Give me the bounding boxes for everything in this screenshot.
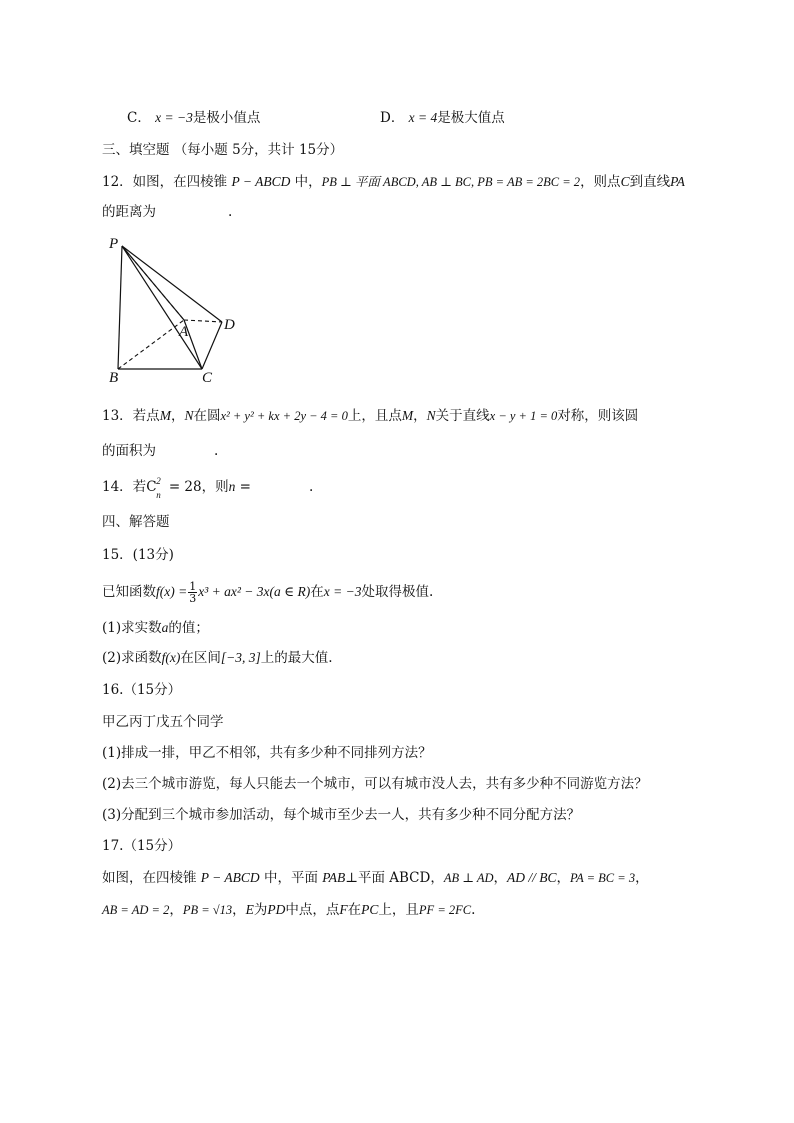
q12-line: PA [670, 174, 685, 189]
option-d [380, 108, 505, 128]
option-d-expr: x = 4 [408, 110, 438, 125]
q14-text: 14．若 [102, 479, 147, 495]
q14-sub: n [156, 490, 161, 500]
q13-answer-blank: . [214, 443, 219, 459]
q15-text: (2)求函数 [102, 650, 162, 666]
q13-text: 在圆 [193, 408, 221, 424]
q12-text: 12．如图，在四棱锥 [102, 174, 232, 190]
q17-text: 中点，点 [285, 902, 340, 918]
q17-condition: PA = BC = 3 [570, 871, 636, 885]
q15-text: 在 [310, 584, 324, 600]
label-b: B [109, 370, 119, 386]
q15-function-body: x³ + ax² − 3x(a ∈ R) [198, 584, 311, 599]
q12-text: 的距离为 [102, 204, 156, 220]
q13-text: 的面积为 [102, 443, 156, 459]
label-d: D [224, 317, 235, 333]
q17-point: F [339, 902, 348, 917]
label-a: A [179, 324, 189, 340]
section-solve-title: 四、解答题 [102, 514, 170, 530]
q15-function: f(x) = [156, 584, 188, 599]
q12-text: 到直线 [629, 174, 671, 190]
q17-text: 中，平面 [259, 870, 323, 886]
q13-circle-equation: x² + y² + kx + 2y − 4 = 0 [220, 409, 348, 423]
q15-point: x = −3 [323, 584, 362, 599]
q17-condition: PF = 2FC [418, 903, 472, 917]
q13-text: 13．若点 [102, 408, 160, 424]
q15-text: 已知函数 [102, 584, 156, 600]
q17-text: 如图，在四棱锥 [102, 870, 201, 886]
q15-text: 上的最大值. [260, 650, 333, 666]
q17-text: 为 [253, 902, 268, 918]
question-13-line-1 [102, 406, 638, 426]
option-c [127, 108, 260, 128]
q17-condition: PB = √13 [182, 903, 233, 917]
label-c: C [202, 370, 213, 386]
q17-condition: AB ⊥ AD [443, 871, 494, 885]
q15-text: 的值； [168, 620, 209, 636]
edge-ad-hidden [184, 320, 222, 322]
q12-text: ，则点 [580, 174, 621, 190]
option-c-text: 是极小值点 [192, 110, 261, 126]
edge-ba-hidden [118, 320, 184, 369]
question-15-part-2 [102, 648, 333, 668]
edge-pd [122, 246, 222, 322]
option-d-text: 是极大值点 [437, 110, 505, 126]
question-12-line-2 [102, 202, 232, 222]
section-fill-in-title: 三、填空题 （每小题 5分，共计 15分） [102, 142, 344, 158]
q13-point-m: M [159, 408, 171, 423]
question-16-part-3: (3)分配到三个城市参加活动，每个城市至少去一人，共有多少种不同分配方法？ [102, 807, 581, 823]
q17-segment: PD [267, 902, 286, 917]
q17-text: ⊥平面 ABCD， [345, 870, 444, 886]
q13-text: 对称，则该圆 [557, 408, 639, 424]
q17-text: ， [169, 902, 183, 918]
q13-text: ， [170, 408, 185, 424]
q17-text: . [471, 902, 476, 918]
q15-var: a [161, 620, 169, 635]
q14-sup: 2 [156, 476, 161, 486]
q15-function: f(x) [161, 650, 181, 665]
q14-var: n [228, 479, 236, 494]
question-12-line-1 [102, 172, 685, 192]
q15-text: 处取得极值. [361, 584, 434, 600]
question-16-head: 16.（15分） [102, 682, 182, 698]
q14-text: = [235, 479, 251, 495]
q12-pyramid: P − ABCD [231, 174, 291, 189]
q15-text: (1)求实数 [102, 620, 162, 636]
q13-point-n: N [426, 408, 436, 423]
question-14 [102, 476, 314, 500]
edge-pc [122, 246, 202, 369]
q17-pyramid: P − ABCD [200, 870, 260, 885]
q14-answer-blank: . [308, 479, 314, 495]
q12-point: C [620, 174, 630, 189]
q13-text: 上，且点 [347, 408, 402, 424]
q17-plane: PAB [322, 870, 346, 885]
q17-point: E [245, 902, 254, 917]
edge-cd [202, 322, 222, 369]
question-15-statement [102, 578, 433, 606]
q13-point-n: N [184, 408, 194, 423]
question-17-line-1 [102, 868, 649, 888]
q17-text: 在 [347, 902, 362, 918]
pyramid-figure [104, 234, 254, 386]
q15-interval: [−3, 3] [220, 650, 261, 665]
q17-text: 上，且 [378, 902, 419, 918]
q13-line-equation: x − y + 1 = 0 [489, 409, 558, 423]
q17-segment: PC [361, 902, 379, 917]
q14-combination: C [146, 479, 157, 495]
q17-text: ， [493, 870, 508, 886]
q13-text: 关于直线 [435, 408, 490, 424]
q12-text: 中， [290, 174, 322, 190]
question-16-intro: 甲乙丙丁戊五个同学 [102, 714, 224, 730]
q17-condition: AB = AD = 2 [102, 903, 170, 917]
q12-conditions: PB ⊥ 平面 ABCD, AB ⊥ BC, PB = AB = 2BC = 2 [321, 175, 581, 189]
q13-point-m: M [401, 408, 414, 423]
q15-fraction [188, 581, 197, 604]
q17-text: ， [635, 870, 649, 886]
label-p: P [109, 236, 119, 252]
q12-answer-blank: . [228, 204, 233, 220]
question-15-part-1 [102, 618, 209, 638]
question-17-head: 17.（15分） [102, 838, 182, 854]
q15-fraction-den: 3 [189, 592, 197, 605]
q17-text: ， [232, 902, 246, 918]
q15-fraction-num: 1 [189, 580, 197, 593]
question-13-line-2 [102, 441, 218, 461]
option-c-label: C． [127, 110, 151, 126]
question-15-head: 15．(13分) [102, 547, 174, 563]
option-d-label: D． [380, 110, 405, 126]
question-16-part-2: (2)去三个城市游览，每人只能去一个城市，可以有城市没人去，共有多少种不同游览方法？ [102, 776, 648, 792]
q14-text: ，则 [201, 479, 229, 495]
q17-condition: AD // BC [507, 870, 557, 885]
question-17-line-2 [102, 900, 475, 920]
q17-text: ， [556, 870, 571, 886]
option-c-expr: x = −3 [155, 110, 193, 125]
q15-text: 在区间 [180, 650, 221, 666]
q13-text: ， [413, 408, 427, 424]
question-16-part-1: (1)排成一排，甲乙不相邻，共有多少种不同排列方法？ [102, 745, 432, 761]
q14-value: = 28 [164, 479, 202, 495]
edge-pb [118, 246, 122, 369]
